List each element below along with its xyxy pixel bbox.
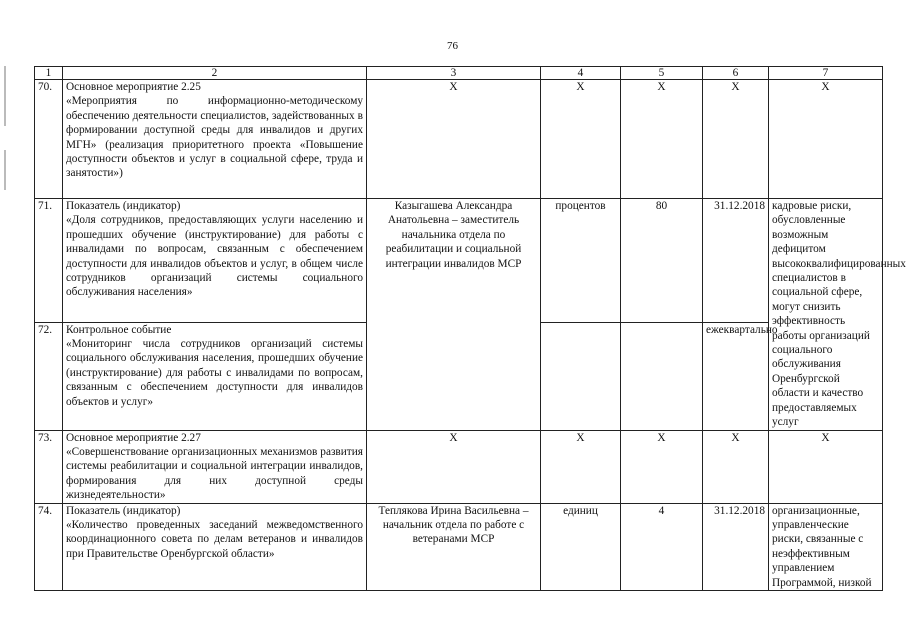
cell-x: X: [541, 430, 621, 503]
column-header: 2: [63, 67, 367, 80]
row-title: Основное мероприятие 2.25: [66, 81, 201, 93]
column-header: 3: [367, 67, 541, 80]
cell-x: X: [367, 430, 541, 503]
table-header-row: [35, 67, 883, 80]
risks-cell: организационные, управленческие риски, связанные с неэффективным управлением Программой, низкой: [769, 503, 883, 590]
row-description: [63, 430, 367, 503]
row-description: [63, 80, 367, 199]
cell-x: X: [769, 430, 883, 503]
date-cell: 31.12.2018: [703, 503, 769, 590]
value-cell: 80: [621, 199, 703, 323]
row-text: «Количество проведенных заседаний межведомственного координационного совета по делам ветеранов и инвалидов при Правительстве Оренбургской области»: [66, 518, 363, 560]
row-number: 72.: [35, 322, 63, 430]
value-cell: [621, 322, 703, 430]
column-header: 4: [541, 67, 621, 80]
cell-x: X: [769, 80, 883, 199]
value-cell: 4: [621, 503, 703, 590]
column-header: 5: [621, 67, 703, 80]
row-number: 73.: [35, 430, 63, 503]
row-text: «Совершенствование организационных механизмов развития системы реабилитации и социальной интеграции инвалидов, формирования для них доступной среды жизнедеятельности»: [66, 445, 363, 502]
row-description: [63, 322, 367, 430]
row-description: [63, 503, 367, 590]
row-number: 71.: [35, 199, 63, 323]
table-row: [35, 199, 883, 323]
row-title: Показатель (индикатор): [66, 200, 181, 212]
row-title: Показатель (индикатор): [66, 504, 181, 517]
table-row: [35, 80, 883, 199]
row-text: «Мониторинг числа сотрудников организаций системы социального обслуживания населения, прошедших обучение (инструктирование) для работы с инвалидами по вопросам, связанным с обеспечением доступности для инвалидов объектов и услуг»: [66, 338, 363, 408]
row-title: Основное мероприятие 2.27: [66, 431, 201, 444]
unit-cell: [541, 322, 621, 430]
table-row: [35, 430, 883, 503]
row-description: [63, 199, 367, 323]
margin-mark-bottom: [4, 150, 6, 190]
margin-mark-top: [4, 66, 6, 126]
row-text: «Мероприятия по информационно-методическому обеспечению деятельности специалистов, задействованных в формировании доступной среды для инвалидов и других МГН» (реализация приоритетного проекта «Повышение доступности объектов и услуг в социальной сфере, труда и занятости»): [66, 95, 363, 180]
document-table: [34, 66, 906, 591]
cell-x: X: [621, 80, 703, 199]
responsible-person: Теплякова Ирина Васильевна – начальник отдела по работе с ветеранами МСР: [367, 503, 541, 590]
column-header: 7: [769, 67, 883, 80]
row-title: Контрольное событие: [66, 323, 172, 336]
table-row: [35, 503, 883, 590]
unit-cell: единиц: [541, 503, 621, 590]
page-number: 76: [447, 40, 458, 52]
date-cell: ежеквартально: [703, 322, 769, 430]
cell-x: X: [703, 430, 769, 503]
unit-cell: процентов: [541, 199, 621, 323]
row-number: 74.: [35, 503, 63, 590]
date-cell: 31.12.2018: [703, 199, 769, 323]
cell-x: X: [541, 80, 621, 199]
risks-cell: кадровые риски, обусловленные возможным дефицитом высококвалифицированных специалистов в социальной сфере, могут снизить эффективность работы организаций социального обслуживания Оренбургской области и качество предоставляемых услуг: [769, 199, 883, 431]
column-header: 1: [35, 67, 63, 80]
cell-x: X: [367, 80, 541, 199]
column-header: 6: [703, 67, 769, 80]
row-number: 70.: [35, 80, 63, 199]
row-text: «Доля сотрудников, предоставляющих услуги населению и прошедших обучение (инструктирование) для работы с инвалидами по вопросам, связанным с обеспечением доступности для инвалидов объектов и услуг, в общем числе сотрудников организаций системы социального обслуживания населения»: [66, 214, 363, 299]
cell-x: X: [703, 80, 769, 199]
responsible-person: Казыгашева Александра Анатольевна – заместитель начальника отдела по реабилитации и социальной интеграции инвалидов МСР: [367, 199, 541, 431]
cell-x: X: [621, 430, 703, 503]
